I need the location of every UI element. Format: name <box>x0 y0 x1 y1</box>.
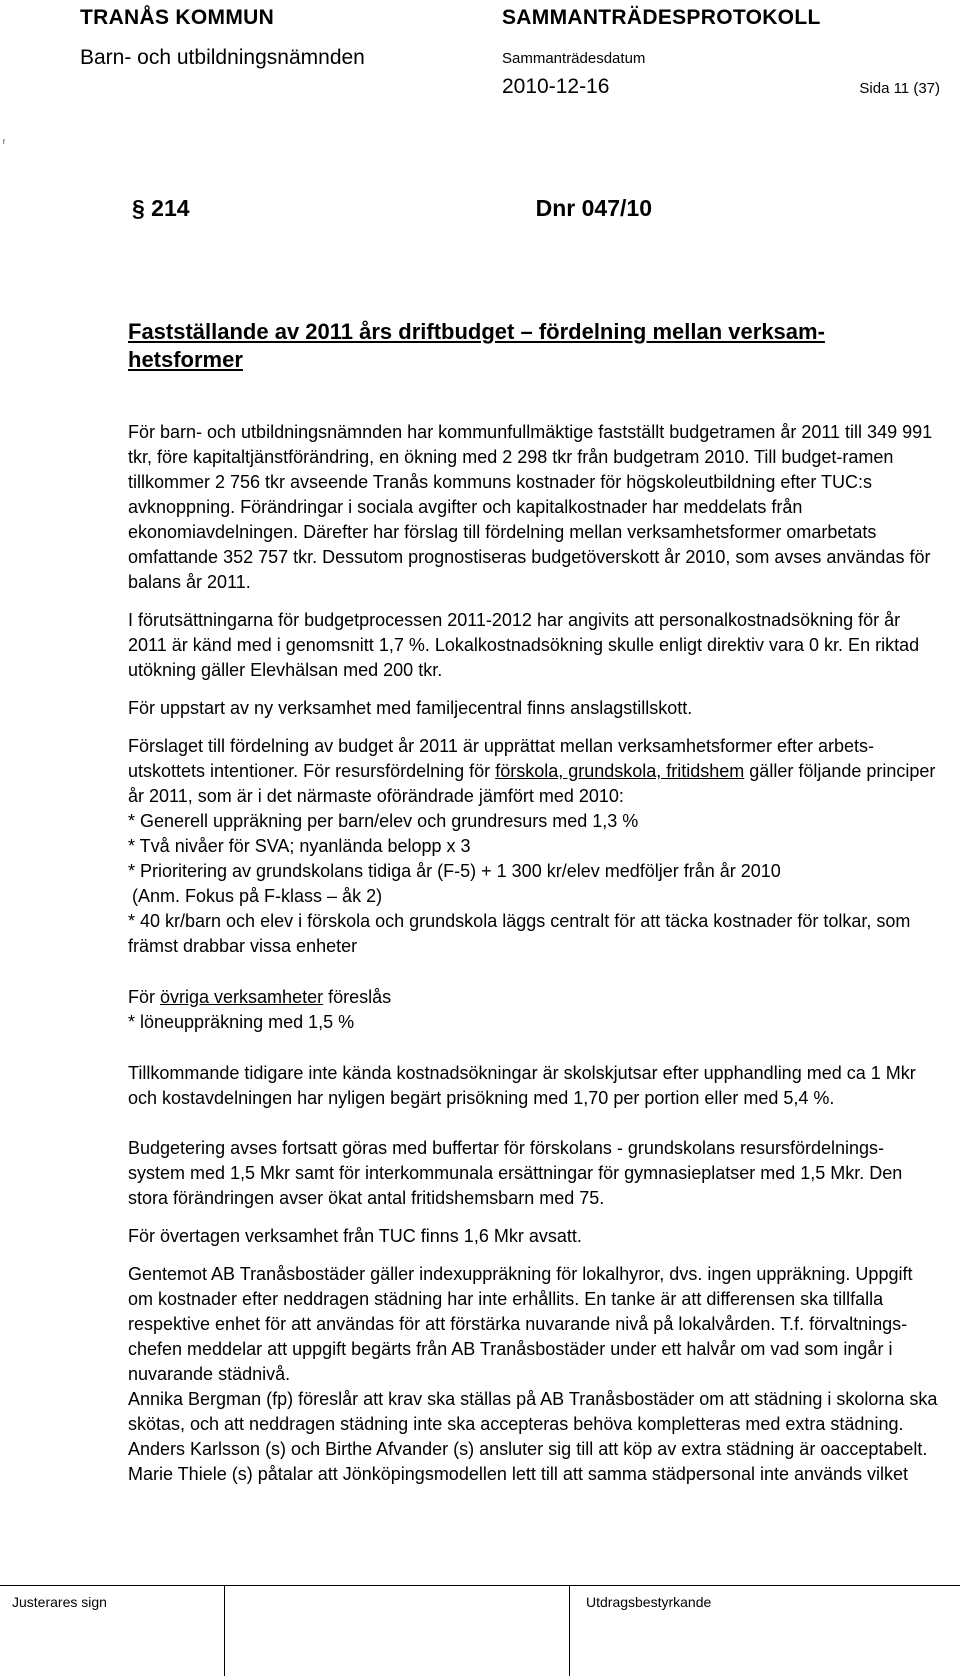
paragraph: För barn- och utbildningsnämnden har kommunfullmäktige fastställt budgetramen år 2011 till 349 991 tkr, före kapitaltjänstförändring, en ökning med 2 298 tkr från budgetram 2010. Till budget-ramen tillkommer 2 756 tkr avseende Tranås kommuns kostnader för högskoleutbildning efter TUC:s avknoppning. Förändringar i sociala avgifter och kapitalkostnader har meddelats från ekonomiavdelningen. Därefter har förslag till fördelning mellan verksamhetsformer omarbetats omfattande 352 757 tkr. Dessutom prognostiseras budgetöverskott år 2010, som avses användas för balans år 2011. <box>128 422 933 592</box>
list-item: (Anm. Fokus på F-klass – åk 2) <box>132 886 383 906</box>
document-body <box>128 420 938 1487</box>
paragraph: För uppstart av ny verksamhet med familjecentral finns anslagstillskott. <box>128 698 693 718</box>
list-item: * 40 kr/barn och elev i förskola och grundskola läggs centralt för att täcka kostnader för tolkar, som främst drabbar vissa enheter <box>128 911 911 956</box>
paragraph: Annika Bergman (fp) föreslår att krav ska ställas på AB Tranåsbostäder om att städning i skolorna ska skötas, och att neddragen städning inte ska accepteras behöva kompletteras med extra städning. Anders Karlsson (s) och Birthe Afvander (s) ansluter sig till att köp av extra städning är oacceptabelt. <box>128 1389 938 1459</box>
text-run: För <box>128 987 161 1007</box>
section-heading <box>132 195 652 222</box>
paragraph: I förutsättningarna för budgetprocessen 2011-2012 har angivits att personalkostnadsökning för år 2011 är känd med i genomsnitt 1,7 %. Lokalkostnadsökning skulle enligt direktiv vara 0 kr. En riktad utökning gäller Elevhälsan med 200 tkr. <box>128 610 920 680</box>
document-type: SAMMANTRÄDESPROTOKOLL <box>502 6 821 29</box>
organization-name: TRANÅS KOMMUN <box>80 6 275 29</box>
diary-number: Dnr 047/10 <box>535 195 652 221</box>
list-item: * Generell uppräkning per barn/elev och grundresurs med 1,3 % <box>128 811 639 831</box>
paragraph: För övertagen verksamhet från TUC finns 1,6 Mkr avsatt. <box>128 1226 582 1246</box>
board-name: Barn- och utbildningsnämnden <box>80 46 365 69</box>
list-item: * löneuppräkning med 1,5 % <box>128 1012 355 1032</box>
signature-footer <box>0 1585 960 1676</box>
underlined-text: förskola, grundskola, fritidshem <box>495 761 745 781</box>
blank-signature-box <box>225 1586 570 1676</box>
meeting-date: 2010-12-16 <box>502 75 610 98</box>
paragraph-other-activities <box>128 985 938 1010</box>
paragraph: Budgetering avses fortsatt göras med buffertar för förskolans - grundskolans resursfördelnings-system med 1,5 Mkr samt för interkommunala ersättningar för gymnasieplatser med 1,5 Mkr. Den stora förändringen avser ökat antal fritidshemsbarn med 75. <box>128 1138 903 1208</box>
paragraph: Gentemot AB Tranåsbostäder gäller indexuppräkning för lokalhyror, dvs. ingen uppräkning. Uppgift om kostnader efter neddragen städning har inte erhållits. En tanke är att differensen ska tillfalla respektive enhet för att användas för att förstärka nuvarande nivå på lokalvården. T.f. förvaltnings-chefen meddelar att uppgift begärts från AB Tranåsbostäder under ett halvår om vad som ingår i nuvarande städnivå. <box>128 1264 913 1384</box>
certification-box <box>570 1586 960 1676</box>
principles-list <box>128 809 938 959</box>
underlined-text: övriga verksamheter <box>160 987 324 1007</box>
paragraph: Tillkommande tidigare inte kända kostnadsökningar är skolskjutsar efter upphandling med ca 1 Mkr och kostavdelningen har nyligen begärt prisökning med 1,70 per portion eller med 5,4 %. <box>128 1063 916 1108</box>
header-right <box>502 4 942 99</box>
date-row <box>502 75 942 99</box>
list-item: * Två nivåer för SVA; nyanlända belopp x 3 <box>128 836 471 856</box>
list-item: * Prioritering av grundskolans tidiga år (F-5) + 1 300 kr/elev medföljer från år 2010 <box>128 861 781 881</box>
paragraph-principles <box>128 734 938 809</box>
text-run: Förslaget till fördelning av budget år 2011 är upprättat mellan verksamhetsformer efter arbets-utskottets intentioner. För resursfördelning för <box>128 736 875 781</box>
text-run: föreslås <box>323 987 392 1007</box>
page-number: Sida 11 (37) <box>859 80 940 97</box>
certification-label: Utdragsbestyrkande <box>586 1594 712 1610</box>
header-left <box>80 4 365 70</box>
meeting-date-label: Sammanträdesdatum <box>502 50 646 67</box>
section-number: § 214 <box>132 195 190 221</box>
text-run: gäller följande principer år 2011, som är i det närmaste oförändrade jämfört med 2010: <box>128 761 936 806</box>
stray-mark: f <box>3 140 5 146</box>
paragraph: Marie Thiele (s) påtalar att Jönköpingsmodellen lett till att samma städpersonal inte används vilket <box>128 1464 909 1484</box>
document-title: Fastställande av 2011 års driftbudget – fördelning mellan verksam-hetsformer <box>128 319 825 372</box>
adjuster-sign-box <box>0 1586 225 1676</box>
adjuster-sign-label: Justerares sign <box>12 1594 107 1610</box>
